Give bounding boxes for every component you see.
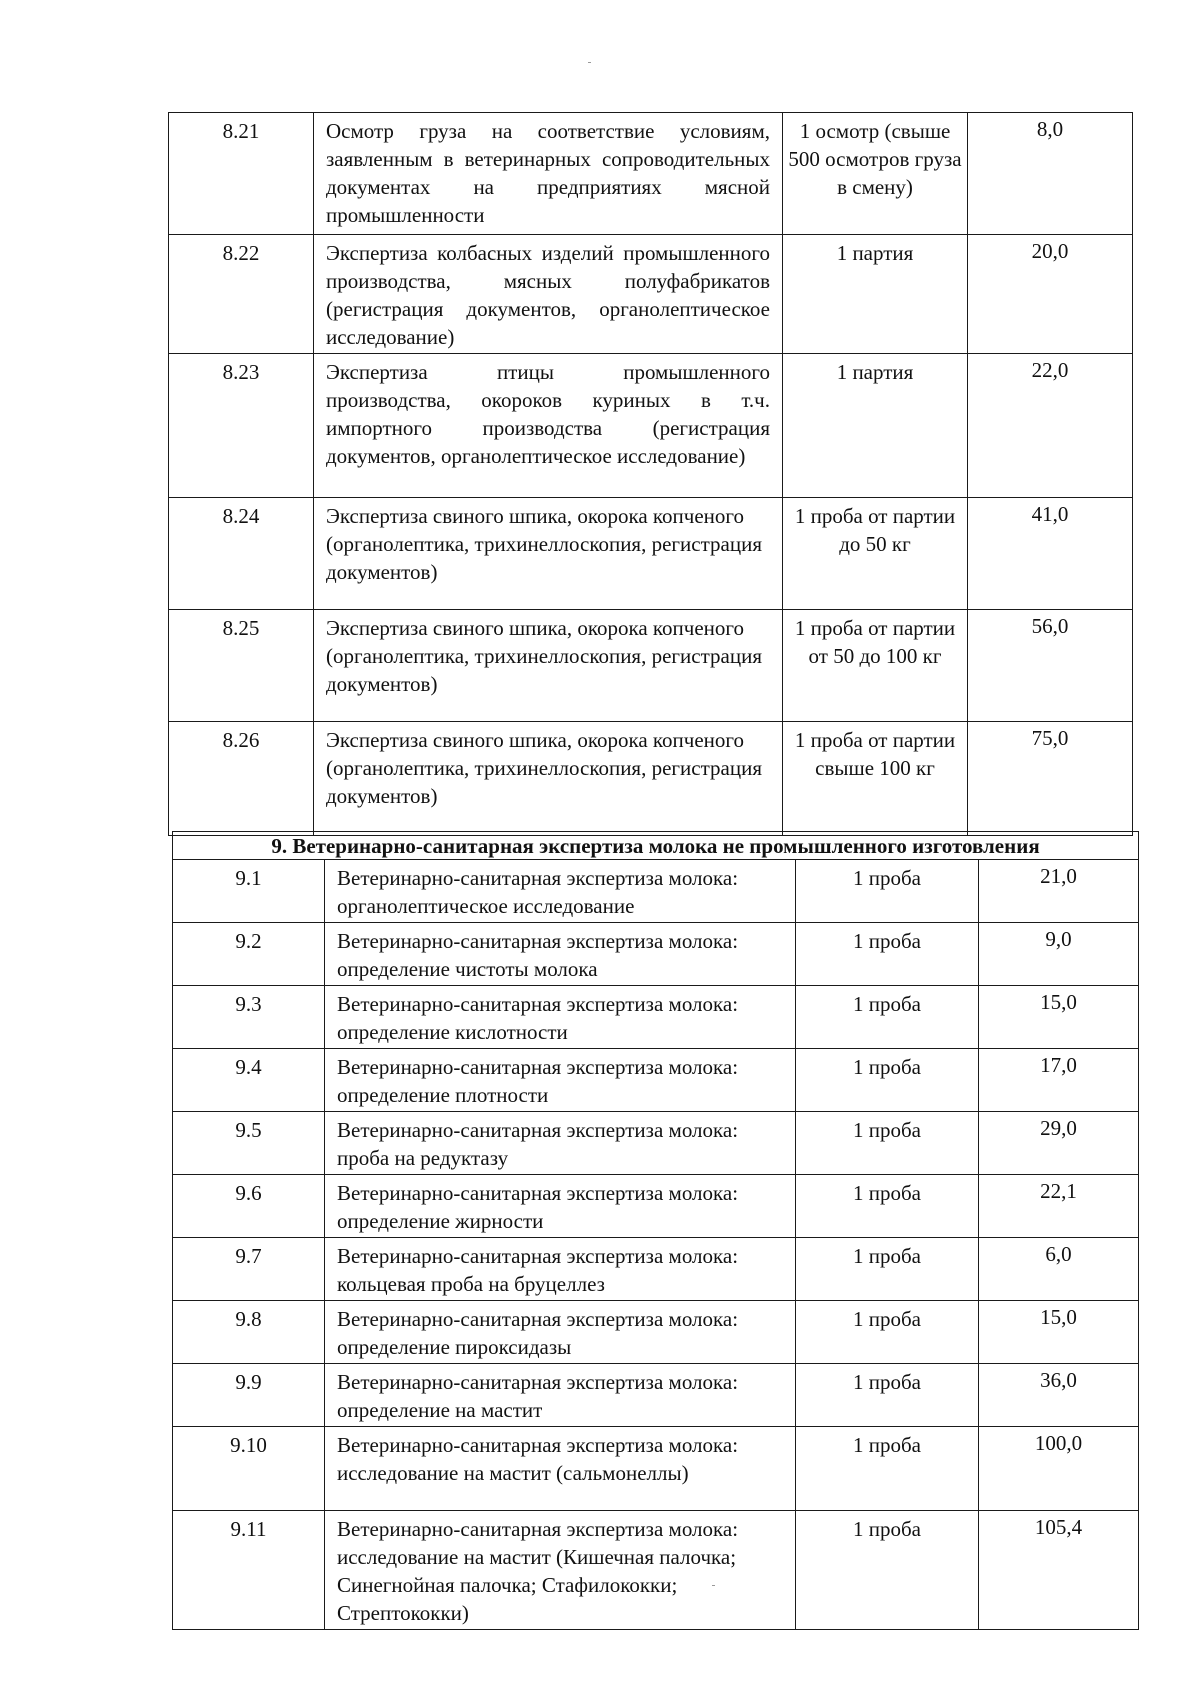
price-table-part-9 bbox=[172, 831, 1139, 1630]
service-description: Экспертиза свиного шпика, окорока копченого (органолептика, трихинеллоскопия, регистрация документов) bbox=[314, 722, 783, 836]
table-row bbox=[169, 354, 1133, 498]
unit-of-measure: 1 проба bbox=[796, 1112, 979, 1175]
table-row bbox=[173, 1049, 1139, 1112]
price-value: 22,0 bbox=[968, 354, 1133, 498]
table-row bbox=[169, 113, 1133, 235]
table-row bbox=[173, 923, 1139, 986]
price-value: 75,0 bbox=[968, 722, 1133, 836]
service-description: Ветеринарно-санитарная экспертиза молока: исследование на мастит (сальмонеллы) bbox=[325, 1427, 796, 1511]
price-value: 15,0 bbox=[979, 1301, 1139, 1364]
unit-of-measure: 1 проба bbox=[796, 986, 979, 1049]
table-row bbox=[173, 1427, 1139, 1511]
unit-of-measure: 1 проба bbox=[796, 1427, 979, 1511]
service-description: Экспертиза птицы промышленного производства, окороков куриных в т.ч. импортного производства (регистрация документов, органолептическое исследование) bbox=[314, 354, 783, 498]
row-number: 8.26 bbox=[169, 722, 314, 836]
price-value: 21,0 bbox=[979, 860, 1139, 923]
service-description: Ветеринарно-санитарная экспертиза молока: исследование на мастит (Кишечная палочка; Синегнойная палочка; Стафилококки; Стрептококки) bbox=[325, 1511, 796, 1630]
unit-of-measure: 1 проба bbox=[796, 1238, 979, 1301]
service-description: Ветеринарно-санитарная экспертиза молока: органолептическое исследование bbox=[325, 860, 796, 923]
unit-of-measure: 1 проба bbox=[796, 1049, 979, 1112]
service-description: Ветеринарно-санитарная экспертиза молока: определение на мастит bbox=[325, 1364, 796, 1427]
table-row bbox=[173, 1301, 1139, 1364]
price-value: 9,0 bbox=[979, 923, 1139, 986]
price-value: 29,0 bbox=[979, 1112, 1139, 1175]
row-number: 9.10 bbox=[173, 1427, 325, 1511]
table-row bbox=[173, 1511, 1139, 1630]
row-number: 9.6 bbox=[173, 1175, 325, 1238]
price-value: 20,0 bbox=[968, 235, 1133, 354]
unit-of-measure: 1 партия bbox=[783, 354, 968, 498]
price-value: 100,0 bbox=[979, 1427, 1139, 1511]
row-number: 9.8 bbox=[173, 1301, 325, 1364]
row-number: 9.3 bbox=[173, 986, 325, 1049]
unit-of-measure: 1 проба от партии от 50 до 100 кг bbox=[783, 610, 968, 722]
unit-of-measure: 1 проба bbox=[796, 860, 979, 923]
table-row bbox=[169, 722, 1133, 836]
price-value: 8,0 bbox=[968, 113, 1133, 235]
price-value: 22,1 bbox=[979, 1175, 1139, 1238]
service-description: Ветеринарно-санитарная экспертиза молока: определение кислотности bbox=[325, 986, 796, 1049]
service-description: Ветеринарно-санитарная экспертиза молока: определение пироксидазы bbox=[325, 1301, 796, 1364]
section-header-row bbox=[173, 832, 1139, 860]
unit-of-measure: 1 партия bbox=[783, 235, 968, 354]
price-value: 36,0 bbox=[979, 1364, 1139, 1427]
row-number: 9.2 bbox=[173, 923, 325, 986]
table-row bbox=[173, 986, 1139, 1049]
row-number: 8.24 bbox=[169, 498, 314, 610]
price-value: 15,0 bbox=[979, 986, 1139, 1049]
service-description: Экспертиза свиного шпика, окорока копченого (органолептика, трихинеллоскопия, регистрация документов) bbox=[314, 610, 783, 722]
scan-speck bbox=[712, 1585, 715, 1586]
table-row bbox=[169, 498, 1133, 610]
row-number: 9.7 bbox=[173, 1238, 325, 1301]
price-value: 105,4 bbox=[979, 1511, 1139, 1630]
row-number: 8.25 bbox=[169, 610, 314, 722]
row-number: 9.5 bbox=[173, 1112, 325, 1175]
row-number: 8.22 bbox=[169, 235, 314, 354]
service-description: Ветеринарно-санитарная экспертиза молока: определение чистоты молока bbox=[325, 923, 796, 986]
table-row bbox=[173, 1364, 1139, 1427]
price-value: 6,0 bbox=[979, 1238, 1139, 1301]
table-row bbox=[169, 610, 1133, 722]
row-number: 9.11 bbox=[173, 1511, 325, 1630]
unit-of-measure: 1 проба bbox=[796, 1301, 979, 1364]
service-description: Экспертиза колбасных изделий промышленного производства, мясных полуфабрикатов (регистрация документов, органолептическое исследование) bbox=[314, 235, 783, 354]
section-title: 9. Ветеринарно-санитарная экспертиза молока не промышленного изготовления bbox=[173, 832, 1139, 860]
service-description: Осмотр груза на соответствие условиям, заявленным в ветеринарных сопроводительных документах на предприятиях мясной промышленности bbox=[314, 113, 783, 235]
table-row bbox=[169, 235, 1133, 354]
service-description: Ветеринарно-санитарная экспертиза молока: проба на редуктазу bbox=[325, 1112, 796, 1175]
service-description: Ветеринарно-санитарная экспертиза молока: определение жирности bbox=[325, 1175, 796, 1238]
table-row bbox=[173, 860, 1139, 923]
row-number: 8.23 bbox=[169, 354, 314, 498]
scan-speck bbox=[588, 62, 591, 63]
price-value: 41,0 bbox=[968, 498, 1133, 610]
row-number: 9.4 bbox=[173, 1049, 325, 1112]
service-description: Экспертиза свиного шпика, окорока копченого (органолептика, трихинеллоскопия, регистрация документов) bbox=[314, 498, 783, 610]
unit-of-measure: 1 проба от партии свыше 100 кг bbox=[783, 722, 968, 836]
service-description: Ветеринарно-санитарная экспертиза молока: определение плотности bbox=[325, 1049, 796, 1112]
unit-of-measure: 1 проба bbox=[796, 923, 979, 986]
table-row bbox=[173, 1238, 1139, 1301]
row-number: 8.21 bbox=[169, 113, 314, 235]
unit-of-measure: 1 проба от партии до 50 кг bbox=[783, 498, 968, 610]
unit-of-measure: 1 осмотр (свыше 500 осмотров груза в смену) bbox=[783, 113, 968, 235]
row-number: 9.9 bbox=[173, 1364, 325, 1427]
service-description: Ветеринарно-санитарная экспертиза молока: кольцевая проба на бруцеллез bbox=[325, 1238, 796, 1301]
price-table-part-8 bbox=[168, 112, 1133, 836]
table-row bbox=[173, 1175, 1139, 1238]
price-value: 56,0 bbox=[968, 610, 1133, 722]
row-number: 9.1 bbox=[173, 860, 325, 923]
table-row bbox=[173, 1112, 1139, 1175]
price-value: 17,0 bbox=[979, 1049, 1139, 1112]
unit-of-measure: 1 проба bbox=[796, 1511, 979, 1630]
unit-of-measure: 1 проба bbox=[796, 1364, 979, 1427]
unit-of-measure: 1 проба bbox=[796, 1175, 979, 1238]
